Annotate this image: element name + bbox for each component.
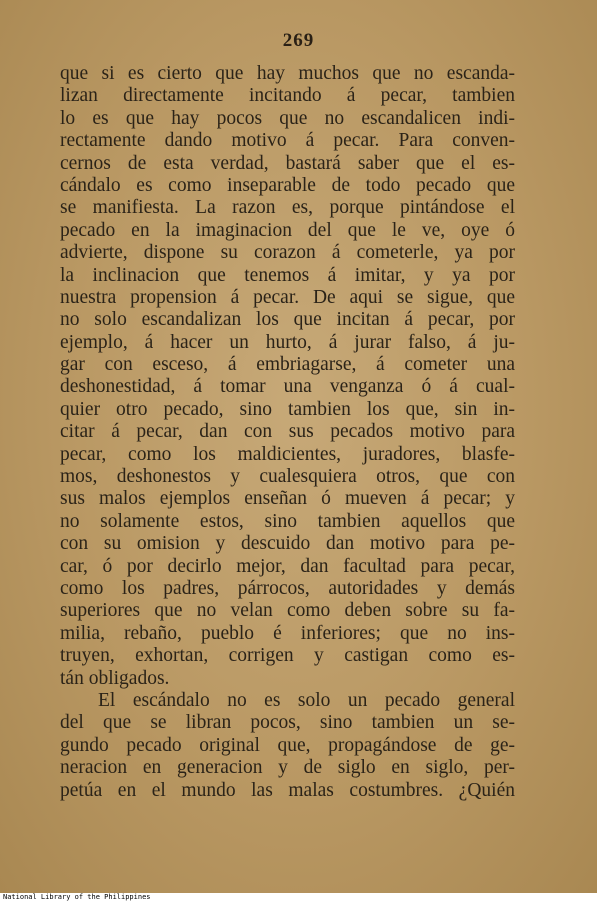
text-line: milia, rebaño, pueblo é inferiores; que no ins- — [60, 622, 515, 644]
text-line: la inclinacion que tenemos á imitar, y ya por — [60, 264, 515, 286]
text-line: lo es que hay pocos que no escandalicen indi- — [60, 107, 515, 129]
text-line: lizan directamente incitando á pecar, tambien — [60, 85, 515, 107]
text-line: neracion en generacion y de siglo en siglo, per- — [60, 757, 515, 779]
text-line: se manifiesta. La razon es, porque pintándose el — [60, 197, 515, 219]
text-line-paragraph-start: El escándalo no es solo un pecado general — [98, 689, 515, 711]
text-line: con su omision y descuido dan motivo para pe- — [60, 533, 515, 555]
text-line: sus malos ejemplos enseñan ó mueven á pecar; y — [60, 488, 515, 510]
body-text — [60, 63, 515, 802]
text-line: truyen, exhortan, corrigen y castigan como es- — [60, 645, 515, 667]
text-line-paragraph-end: tán obligados. — [60, 667, 170, 689]
text-line: advierte, dispone su corazon á cometerle, ya por — [60, 242, 515, 264]
text-line: pecar, como los maldicientes, juradores, blasfe- — [60, 443, 515, 465]
page-number: 269 — [282, 30, 315, 51]
text-line: ejemplo, á hacer un hurto, á jurar falso, á ju- — [60, 331, 515, 353]
text-line: petúa en el mundo las malas costumbres. ¿Quién — [60, 779, 515, 801]
text-line: quier otro pecado, sino tambien los que, sin in- — [60, 398, 515, 420]
text-line: superiores que no velan como deben sobre su fa- — [60, 600, 515, 622]
text-line: no solamente estos, sino tambien aquellos que — [60, 510, 515, 532]
text-line: nuestra propension á pecar. De aqui se sigue, que — [60, 286, 515, 308]
text-line: como los padres, párrocos, autoridades y demás — [60, 577, 515, 599]
text-line: citar á pecar, dan con sus pecados motivo para — [60, 421, 515, 443]
library-credit: National Library of the Philippines — [3, 893, 151, 901]
text-line: cándalo es como inseparable de todo pecado que — [60, 174, 515, 196]
text-line: cernos de esta verdad, bastará saber que el es- — [60, 152, 515, 174]
text-line: que si es cierto que hay muchos que no escanda- — [60, 63, 515, 84]
text-line: del que se libran pocos, sino tambien un se- — [60, 712, 515, 734]
text-line: gundo pecado original que, propagándose de ge- — [60, 734, 515, 756]
text-line: mos, deshonestos y cualesquiera otros, que con — [60, 466, 515, 488]
text-line: pecado en la imaginacion del que le ve, oye ó — [60, 219, 515, 241]
text-line: no solo escandalizan los que incitan á pecar, por — [60, 309, 515, 331]
text-line: gar con esceso, á embriagarse, á cometer una — [60, 354, 515, 376]
text-line: rectamente dando motivo á pecar. Para conven- — [60, 130, 515, 152]
text-line: car, ó por decirlo mejor, dan facultad para pecar, — [60, 555, 515, 577]
text-line: deshonestidad, á tomar una venganza ó á cual- — [60, 376, 515, 398]
